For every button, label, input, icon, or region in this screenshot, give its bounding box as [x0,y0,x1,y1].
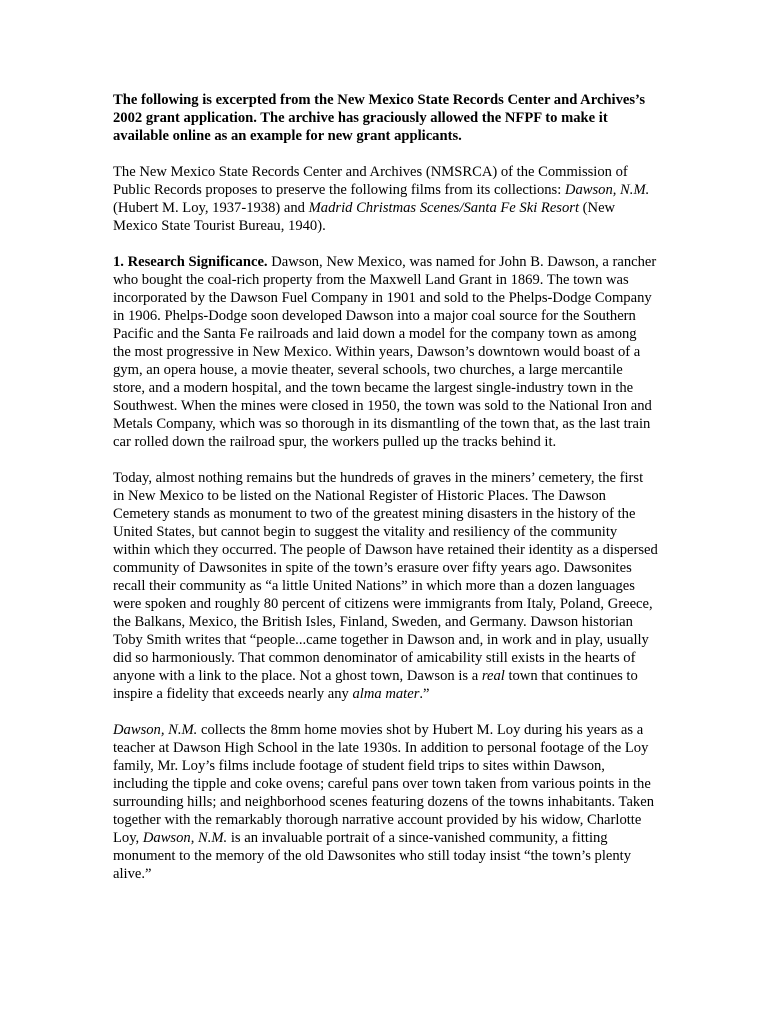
cemetery-text-3: .” [419,686,430,702]
cemetery-text-2: town that continues to inspire a fidelity that exceeds nearly any [113,668,638,702]
home-movies-paragraph [113,721,658,883]
emphasis-real: real [481,668,505,684]
home-movies-text-2: is an invaluable portrait of a since-vanished community, a fitting monument to the memory of the old Dawsonites who still today insist “the town’s plenty alive.” [113,830,632,882]
proposal-text-2: (Hubert M. Loy, 1937-1938) and [113,200,309,216]
document-page [113,91,658,901]
film-title-dawson-2: Dawson, N.M. [113,722,198,738]
home-movies-text-1: collects the 8mm home movies shot by Hubert M. Loy during his years as a teacher at Dawson High School in the late 1930s. In addition to personal footage of the Loy family, Mr. Loy’s films include footage of student field trips to sites within Dawson, including the tipple and coke ovens; careful pans over town taken from various points in the surrounding hills; and neighborhood scenes featuring dozens of the towns inhabitants. Taken together with the remarkably thorough narrative account provided by his widow, Charlotte Loy, [113,722,655,846]
research-significance-paragraph [113,253,658,451]
research-significance-text: Dawson, New Mexico, was named for John B. Dawson, a rancher who bought the coal-rich property from the Maxwell Land Grant in 1869. The town was incorporated by the Dawson Fuel Company in 1901 and sold to the Phelps-Dodge Company in 1906. Phelps-Dodge soon developed Dawson into a major coal source for the Southern Pacific and the Santa Fe railroads and laid down a model for the company town as among the most progressive in New Mexico. Within years, Dawson’s downtown would boast of a gym, an opera house, a movie theater, several schools, two churches, a large mercantile store, and a modern hospital, and the town became the largest single-industry town in the Southwest. When the mines were closed in 1950, the town was sold to the National Iron and Metals Company, which was so thorough in its dismantling of the town that, as the last train car rolled down the railroad spur, the workers pulled up the tracks behind it. [113,254,657,450]
proposal-text-1: The New Mexico State Records Center and Archives (NMSRCA) of the Commission of Public Records proposes to preserve the following films from its collections: [113,164,628,198]
intro-note: The following is excerpted from the New Mexico State Records Center and Archives’s 2002 grant application. The archive has graciously allowed the NFPF to make it available online as an example for new grant applicants. [113,92,646,144]
cemetery-paragraph [113,469,658,703]
cemetery-text-1: Today, almost nothing remains but the hundreds of graves in the miners’ cemetery, the first in New Mexico to be listed on the National Register of Historic Places. The Dawson Cemetery stands as monument to two of the greatest mining disasters in the history of the United States, but cannot begin to suggest the vitality and resiliency of the community within which they occurred. The people of Dawson have retained their identity as a dispersed community of Dawsonites in spite of the town’s erasure over fifty years ago. Dawsonites recall their community as “a little United Nations” in which more than a dozen languages were spoken and roughly 80 percent of citizens were immigrants from Italy, Poland, Greece, the Balkans, Mexico, the British Isles, Finland, Sweden, and Germany. Dawson historian Toby Smith writes that “people...came together in Dawson and, in work and in play, usually did so harmoniously. That common denominator of amicability still exists in the hearts of anyone with a link to the place. Not a ghost town, Dawson is a [113,470,658,684]
film-title-madrid: Madrid Christmas Scenes/Santa Fe Ski Resort [308,200,580,216]
section-heading: 1. Research Significance. [113,254,268,270]
proposal-paragraph [113,163,658,235]
proposal-text-3: (New Mexico State Tourist Bureau, 1940). [113,200,616,234]
film-title-dawson: Dawson, N.M. [564,182,650,198]
emphasis-alma-mater: alma mater [352,686,420,702]
film-title-dawson-3: Dawson, N.M. [142,830,228,846]
